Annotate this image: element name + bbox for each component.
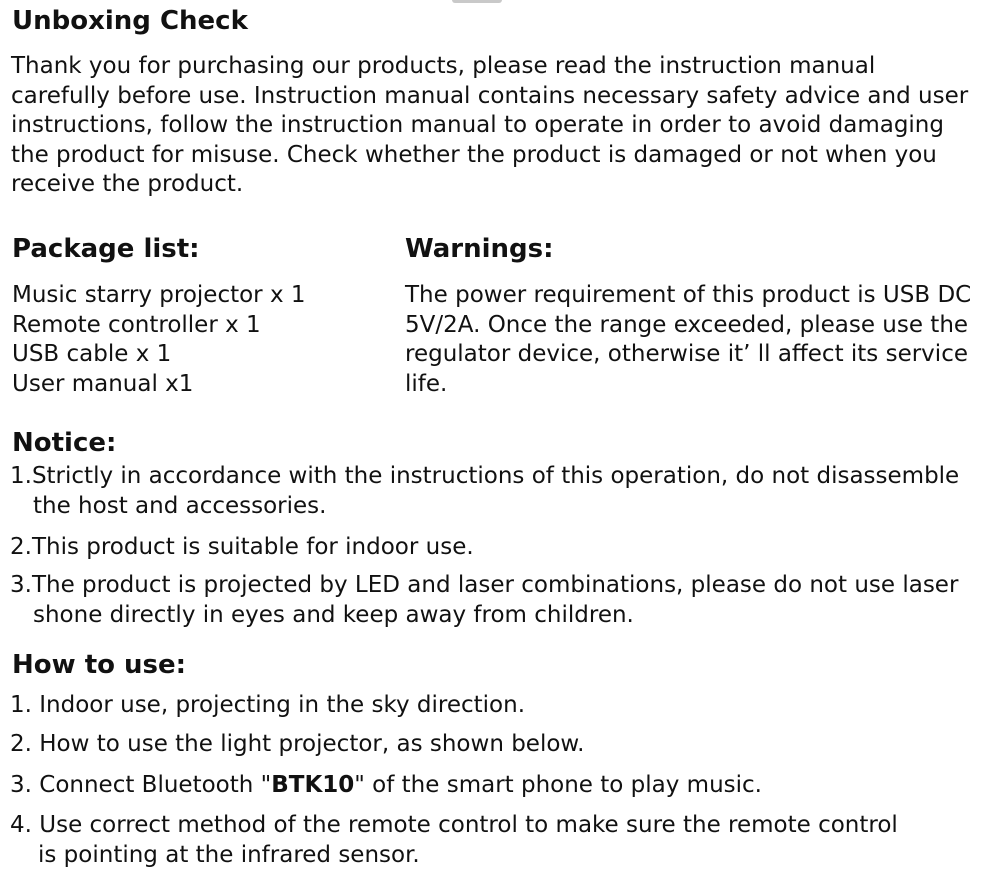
- package-item: USB cable x 1: [12, 341, 172, 367]
- notice-item-1: [10, 462, 959, 521]
- how-to-use-title: How to use:: [12, 650, 187, 680]
- top-edge-mark: [452, 0, 502, 3]
- bluetooth-name: BTK10: [271, 772, 355, 798]
- how-to-use-item-2: 2. How to use the light projector, as shown below.: [10, 731, 585, 757]
- how-to-use-item-4-line: is pointing at the infrared sensor.: [38, 841, 420, 868]
- unboxing-title: Unboxing Check: [12, 6, 248, 36]
- item3-prefix: 3. Connect Bluetooth ": [10, 772, 272, 798]
- how-to-use-item-3: [10, 771, 762, 801]
- warnings-line: 5V/2A. Once the range exceeded, please use the: [405, 311, 969, 338]
- unboxing-line: instructions, follow the instruction manual to operate in order to avoid damaging: [11, 112, 944, 138]
- notice-item-3: [10, 571, 958, 630]
- unboxing-line: Thank you for purchasing our products, please read the instruction manual: [11, 53, 876, 79]
- notice-item-2: [10, 533, 474, 563]
- warnings-paragraph: [405, 281, 971, 399]
- warnings-title: Warnings:: [405, 234, 554, 264]
- notice-item-line: 2.This product is suitable for indoor use.: [10, 534, 474, 560]
- warnings-line: life.: [405, 370, 448, 397]
- package-item: Remote controller x 1: [12, 311, 261, 338]
- notice-item-line: 1.Strictly in accordance with the instructions of this operation, do not disassemble: [10, 463, 960, 489]
- package-list-title: Package list:: [12, 234, 200, 264]
- how-to-use-item-4: [10, 811, 898, 870]
- how-to-use-item-4-line: 4. Use correct method of the remote control to make sure the remote control: [10, 812, 898, 838]
- unboxing-line: the product for misuse. Check whether the product is damaged or not when you: [11, 141, 937, 168]
- unboxing-line: receive the product.: [11, 171, 244, 197]
- notice-item-line: shone directly in eyes and keep away from children.: [33, 601, 634, 628]
- unboxing-paragraph: [11, 52, 968, 200]
- notice-title: Notice:: [12, 428, 117, 458]
- notice-item-line: 3.The product is projected by LED and laser combinations, please do not use laser: [10, 572, 959, 598]
- package-list: [12, 281, 306, 399]
- package-item: Music starry projector x 1: [12, 282, 306, 308]
- item3-suffix: " of the smart phone to play music.: [354, 772, 762, 798]
- notice-item-line: the host and accessories.: [33, 492, 327, 519]
- how-to-use-item-1: 1. Indoor use, projecting in the sky direction.: [10, 692, 526, 718]
- unboxing-line: carefully before use. Instruction manual contains necessary safety advice and user: [11, 82, 969, 109]
- warnings-line: The power requirement of this product is USB DC: [405, 282, 972, 308]
- warnings-line: regulator device, otherwise it’ ll affect its service: [405, 341, 968, 367]
- package-item: User manual x1: [12, 370, 194, 397]
